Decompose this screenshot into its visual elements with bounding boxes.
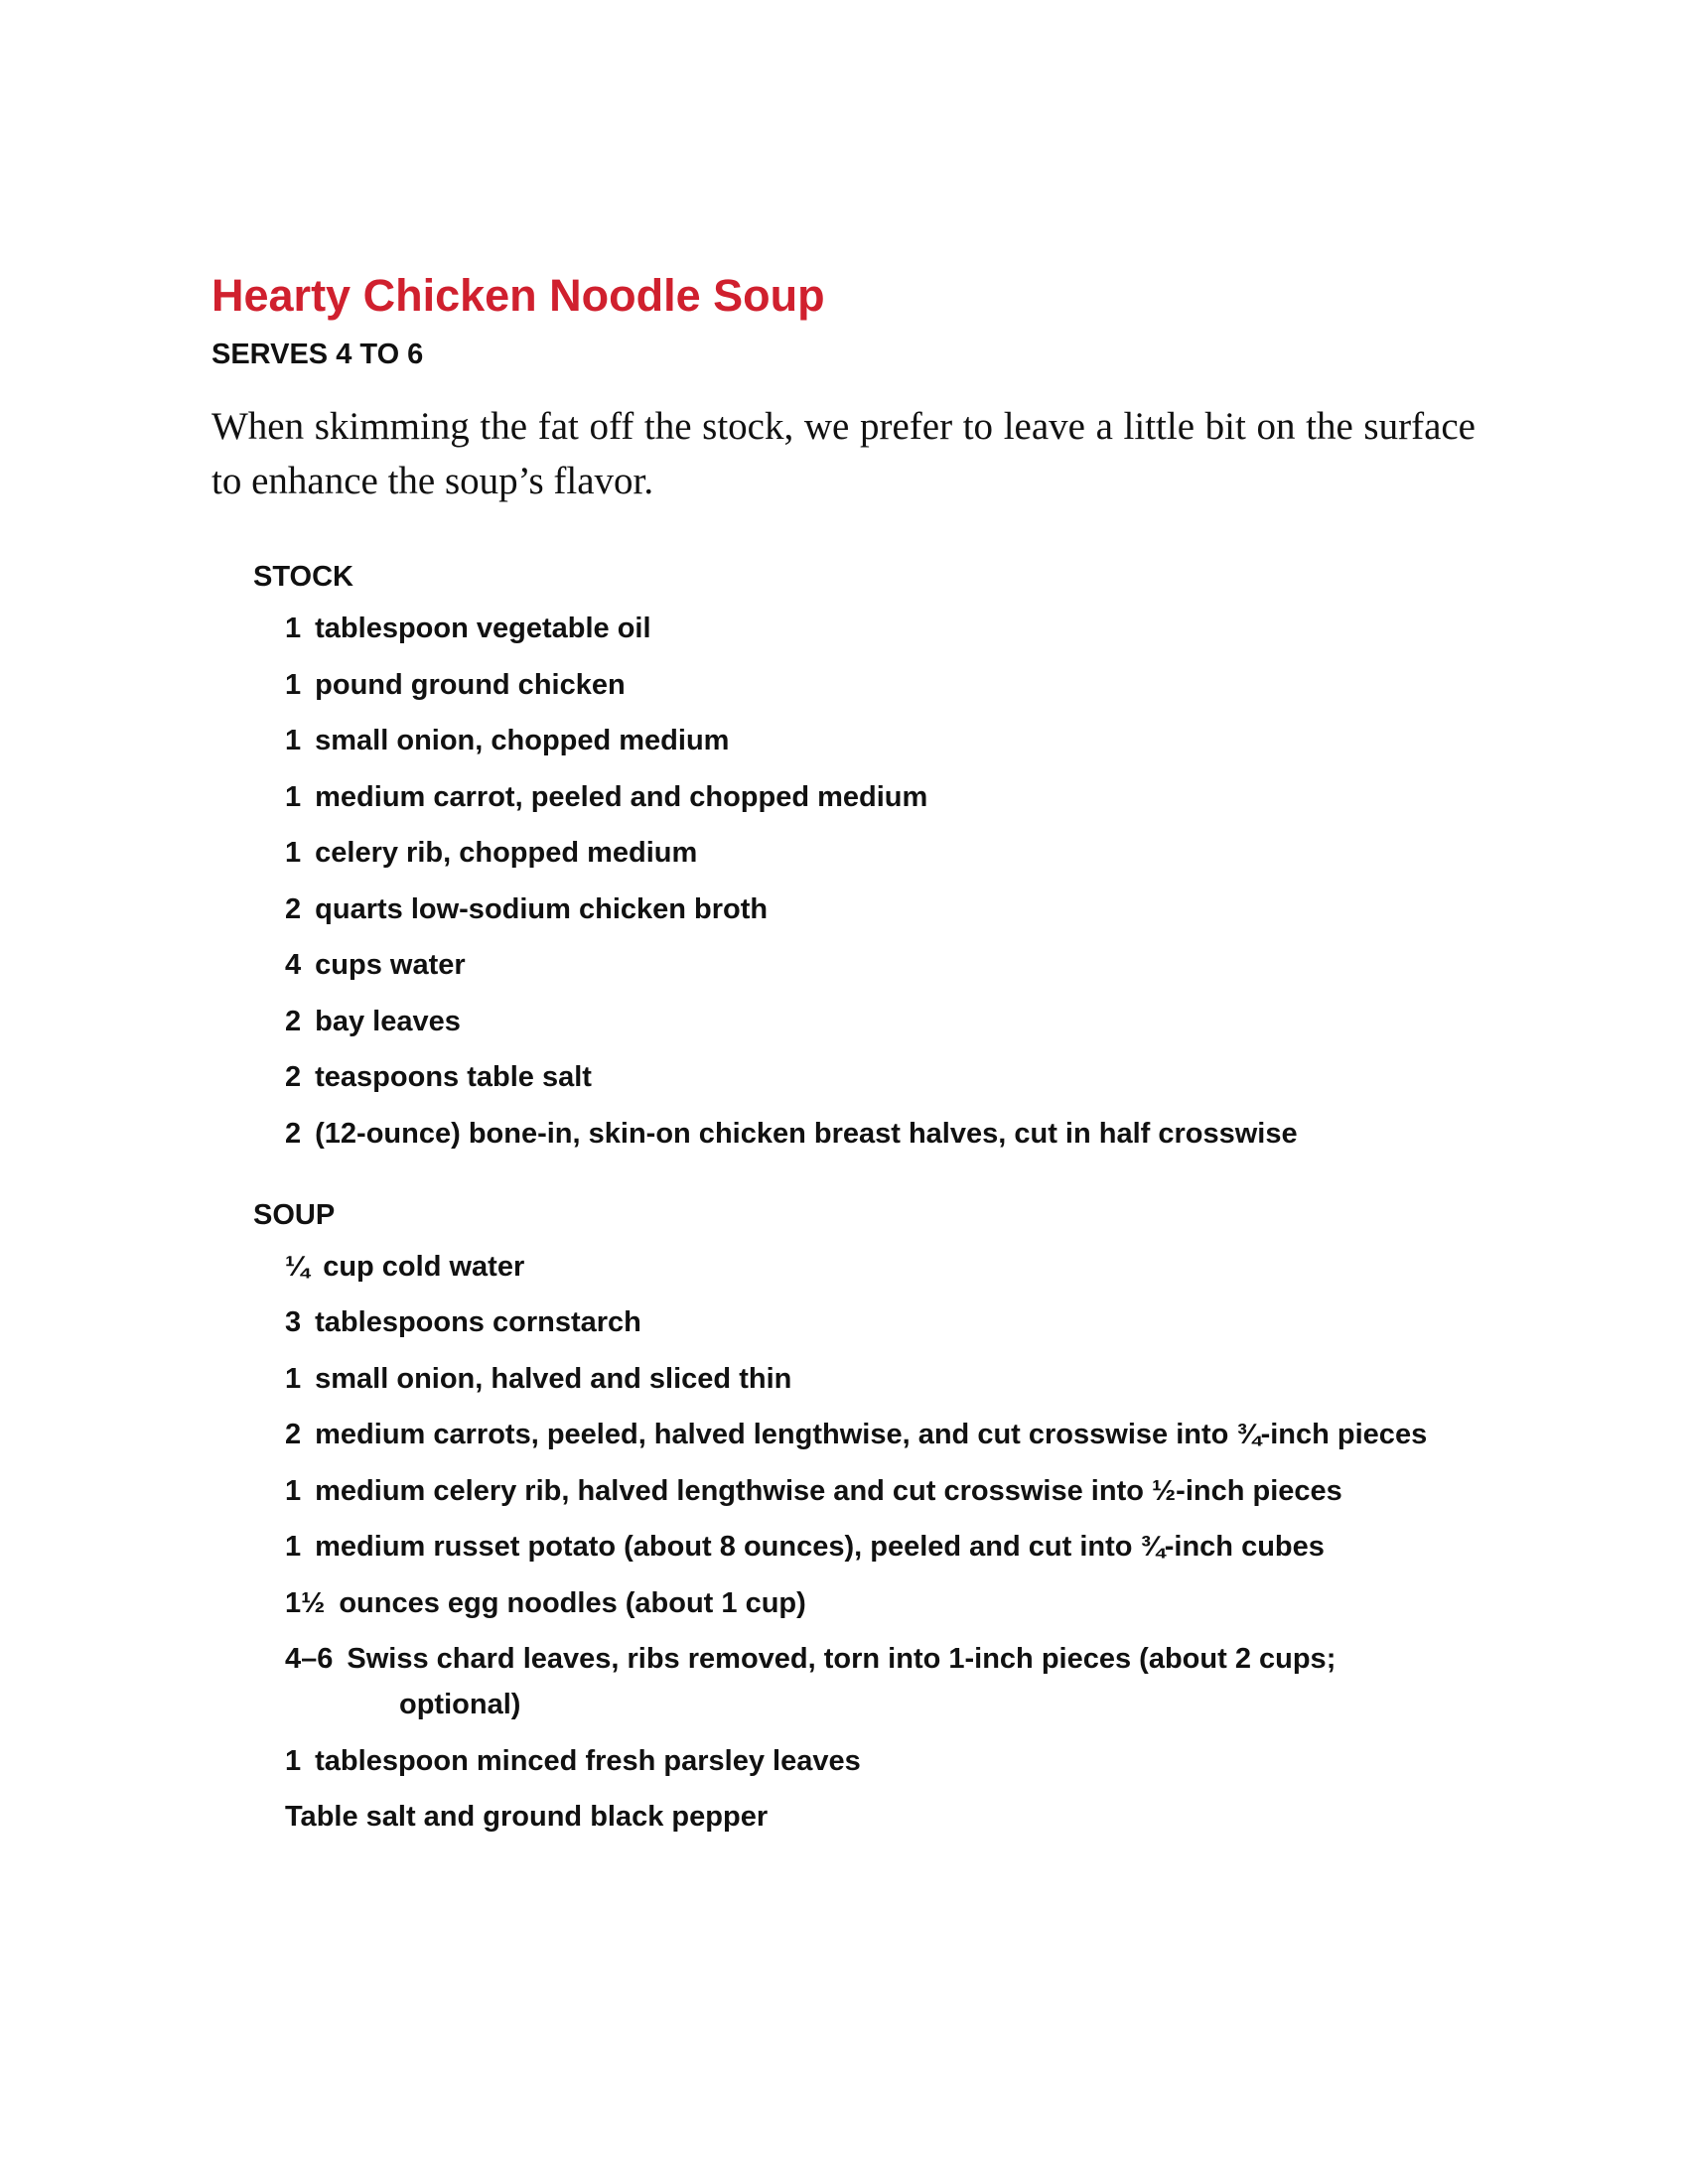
ingredient-quantity: 1 [285,725,302,756]
stock-heading: STOCK [253,561,353,593]
ingredient-text: tablespoon minced fresh parsley leaves [315,1744,861,1777]
ingredient-item [285,1580,1457,1626]
ingredient-quantity: 1 [285,837,302,869]
ingredient-item [285,999,1457,1044]
ingredient-quantity: 1 [285,613,302,644]
ingredient-item [285,1356,1457,1402]
ingredient-item [285,1636,1457,1727]
ingredient-quantity: 1 [285,1531,302,1563]
ingredient-text: celery rib, chopped medium [315,837,698,869]
ingredient-quantity: 1½ [285,1586,326,1619]
ingredient-quantity: 1 [285,780,302,813]
recipe-title: Hearty Chicken Noodle Soup [211,270,825,321]
ingredient-text: medium celery rib, halved lengthwise and cut crosswise into ½-inch pieces [315,1474,1342,1507]
ingredient-text: ounces egg noodles (about 1 cup) [339,1586,806,1619]
ingredient-item [285,942,1457,988]
ingredient-item [285,830,1457,876]
serves-label: SERVES 4 TO 6 [211,339,424,370]
ingredient-item [285,1299,1457,1345]
ingredient-text: Swiss chard leaves, ribs removed, torn into 1-inch pieces (about 2 cups; optional) [347,1643,1336,1720]
ingredient-item [285,1524,1457,1570]
ingredient-item [285,662,1457,708]
soup-ingredient-list [253,1244,1482,1784]
ingredient-text: quarts low-sodium chicken broth [315,892,769,925]
ingredient-item [285,774,1457,820]
ingredient-quantity: 2 [285,1061,302,1093]
ingredient-item [285,1244,1457,1290]
soup-heading: SOUP [253,1198,336,1231]
ingredient-quantity: 2 [285,1005,302,1037]
ingredient-quantity: 2 [285,892,302,925]
ingredient-quantity: 2 [285,1419,302,1450]
seasoning-line: Table salt and ground black pepper [285,1801,769,1833]
ingredient-quantity: 3 [285,1306,302,1338]
ingredient-text: bay leaves [315,1005,461,1037]
ingredient-text: pound ground chicken [315,668,626,701]
ingredient-item [285,718,1457,763]
ingredient-item [285,1111,1457,1157]
ingredient-text: tablespoons cornstarch [315,1306,641,1338]
ingredient-text: teaspoons table salt [315,1061,592,1093]
ingredient-text: tablespoon vegetable oil [315,613,651,644]
ingredient-text: small onion, chopped medium [315,725,730,756]
stock-ingredient-list [253,606,1482,1157]
ingredient-quantity: ¼ [285,1250,310,1283]
ingredient-text: medium carrot, peeled and chopped medium [315,780,928,813]
ingredient-text: medium carrots, peeled, halved lengthwise, and cut crosswise into ¾-inch pieces [315,1419,1428,1450]
ingredient-text: small onion, halved and sliced thin [315,1362,792,1395]
ingredient-text: (12-ounce) bone-in, skin-on chicken breast halves, cut in half crosswise [315,1117,1298,1150]
ingredient-item [285,887,1457,932]
recipe-intro: When skimming the fat off the stock, we prefer to leave a little bit on the surface to enhance the soup’s flavor. [211,405,1476,502]
ingredient-item [285,1738,1457,1784]
ingredient-text: cup cold water [323,1250,525,1283]
ingredient-quantity: 1 [285,1474,302,1507]
ingredient-quantity: 4–6 [285,1643,334,1675]
ingredient-text: medium russet potato (about 8 ounces), peeled and cut into ¾-inch cubes [315,1531,1325,1563]
ingredient-item [285,1468,1457,1514]
ingredient-item [285,606,1457,651]
ingredient-quantity: 1 [285,668,302,701]
ingredient-item [285,1054,1457,1100]
ingredient-quantity: 2 [285,1117,302,1150]
soup-section [253,1196,1482,1784]
stock-section [253,558,1482,1157]
ingredient-quantity: 4 [285,949,302,981]
ingredient-quantity: 1 [285,1362,302,1395]
ingredient-quantity: 1 [285,1744,302,1777]
ingredient-item [285,1412,1457,1457]
recipe-page [211,268,1482,1840]
ingredient-text: cups water [315,949,466,981]
